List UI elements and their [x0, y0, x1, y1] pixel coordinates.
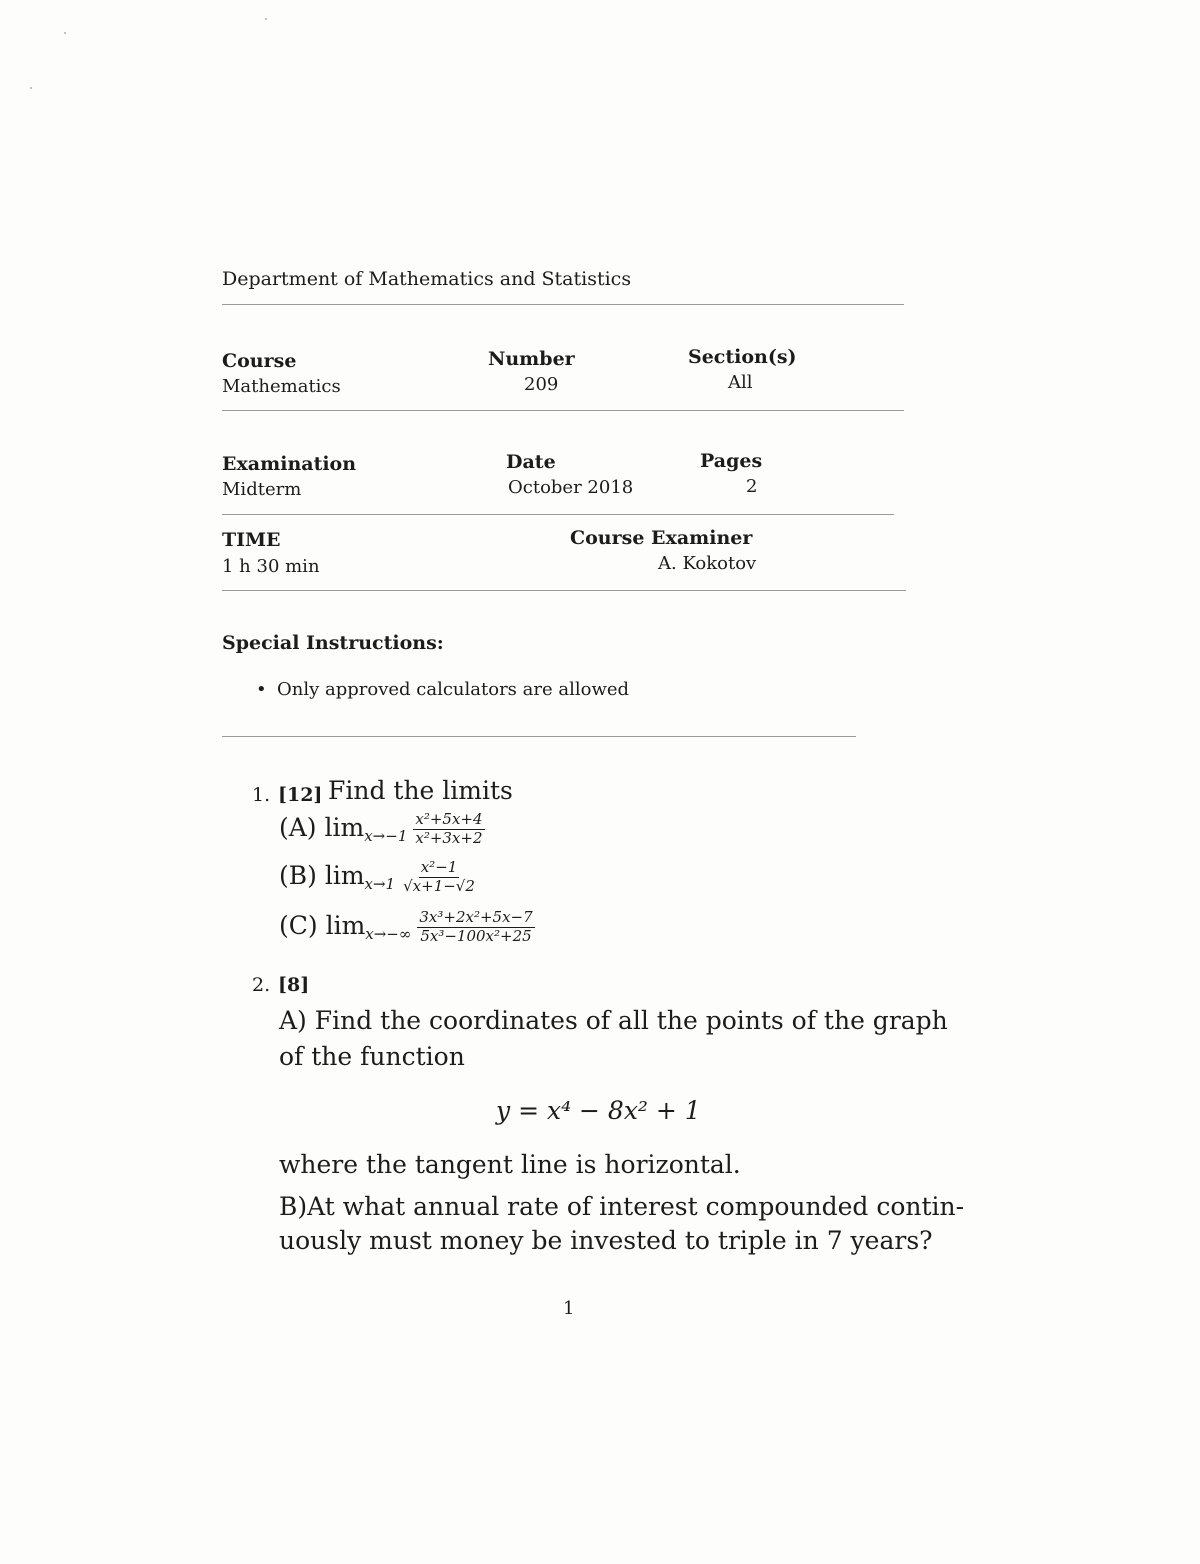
- time-label: TIME: [222, 529, 281, 551]
- number-label: Number: [488, 348, 575, 370]
- limit-label: (C) lim: [279, 910, 366, 940]
- divider: [222, 304, 904, 305]
- number-value: 209: [524, 374, 559, 395]
- sections-value: All: [728, 372, 753, 393]
- page-number: 1: [563, 1298, 575, 1319]
- question-1-prompt: Find the limits: [328, 776, 513, 805]
- scan-speck: [30, 87, 32, 89]
- fraction: [413, 812, 484, 847]
- question-1-part-b: [279, 860, 477, 895]
- date-label: Date: [506, 451, 556, 473]
- limit-label: (B) lim: [279, 860, 365, 890]
- pages-value: 2: [746, 476, 758, 497]
- question-1-marks: [12]: [278, 784, 323, 806]
- divider: [222, 514, 894, 515]
- pages-label: Pages: [700, 450, 763, 472]
- instructions-heading: Special Instructions:: [222, 632, 444, 654]
- question-2-part-a-line: of the function: [279, 1042, 465, 1071]
- fraction-denominator: x²+3x+2: [415, 828, 483, 847]
- instruction-item: Only approved calculators are allowed: [277, 679, 630, 700]
- scan-speck: [265, 18, 267, 20]
- question-1-part-c: [279, 910, 535, 945]
- question-1-part-a: [279, 812, 485, 847]
- limit-subscript: x→1: [364, 874, 396, 893]
- sections-label: Section(s): [688, 346, 797, 368]
- limit-subscript: x→−∞: [365, 924, 412, 943]
- question-2-equation: y = x⁴ − 8x² + 1: [496, 1096, 701, 1125]
- department-title: Department of Mathematics and Statistics: [222, 268, 632, 290]
- question-2-marks: [8]: [278, 974, 310, 996]
- scan-speck: [64, 32, 66, 34]
- examiner-value: A. Kokotov: [658, 553, 757, 574]
- time-value: 1 h 30 min: [222, 556, 320, 577]
- question-1-number: 1.: [252, 784, 271, 806]
- fraction-numerator: 3x³+2x²+5x−7: [419, 908, 533, 926]
- limit-label: (A) lim: [279, 812, 365, 842]
- question-2-part-b-line: B)At what annual rate of interest compounded contin-: [279, 1192, 965, 1221]
- divider: [222, 590, 906, 591]
- fraction-denominator: √x+1−√2: [403, 876, 475, 895]
- fraction-numerator: x²−1: [420, 858, 458, 876]
- course-label: Course: [222, 350, 297, 372]
- question-2-number: 2.: [252, 974, 271, 996]
- fraction: [401, 860, 477, 895]
- examiner-label: Course Examiner: [570, 527, 753, 549]
- exam-label: Examination: [222, 453, 357, 475]
- limit-subscript: x→−1: [364, 826, 408, 845]
- fraction-numerator: x²+5x+4: [415, 810, 483, 828]
- exam-value: Midterm: [222, 479, 302, 500]
- divider: [222, 410, 904, 411]
- fraction: [417, 910, 534, 945]
- question-2-part-a-line: where the tangent line is horizontal.: [279, 1150, 741, 1179]
- question-2-part-b-line: uously must money be invested to triple in 7 years?: [279, 1226, 933, 1255]
- question-2-part-a-line: A) Find the coordinates of all the points of the graph: [279, 1006, 948, 1035]
- fraction-denominator: 5x³−100x²+25: [420, 926, 532, 945]
- course-value: Mathematics: [222, 376, 341, 397]
- bullet-icon: •: [256, 679, 267, 700]
- date-value: October 2018: [508, 477, 634, 498]
- divider: [222, 736, 856, 737]
